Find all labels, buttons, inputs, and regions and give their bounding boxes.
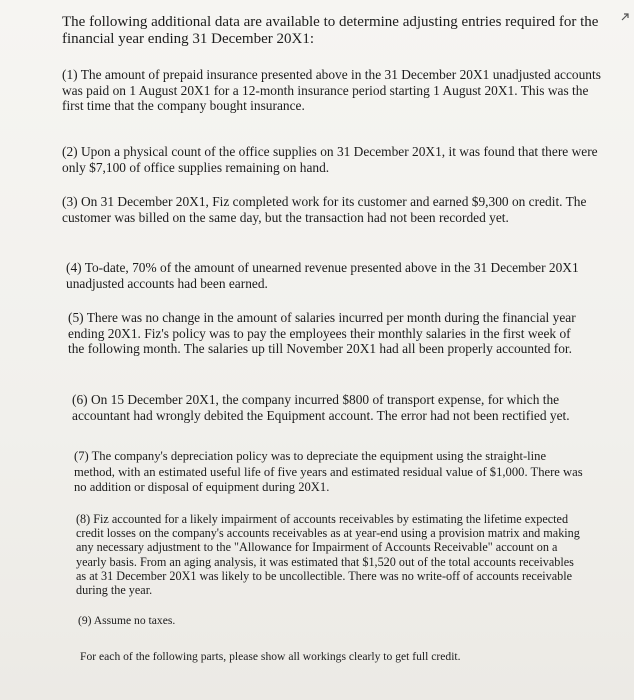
item-8-impairment: (8) Fiz accounted for a likely impairment of accounts receivables by estimating the lifetime expected credit losses on the company's accounts receivables as at year-end using a provision matrix and making any necessary adjustment to the "Allowance for Impairment of Accounts Receivable" account on a yearly basis. From an aging analysis, it was estimated that $1,520 out of the total accounts receivables as at 31 December 20X1 was likely to be uncollectible. There was no write-off of accounts receivable during the year. bbox=[76, 512, 580, 598]
item-6-transport-error: (6) On 15 December 20X1, the company incurred $800 of transport expense, for which the accountant had wrongly debited the Equipment account. The error had not been rectified yet. bbox=[72, 392, 570, 423]
item-7-depreciation: (7) The company's depreciation policy was to depreciate the equipment using the straight-line method, with an estimated useful life of five years and estimated residual value of $1,000. There was no addition or disposal of equipment during 20X1. bbox=[74, 449, 583, 494]
instructions-footer: For each of the following parts, please show all workings clearly to get full credit. bbox=[80, 650, 461, 663]
item-2-office-supplies: (2) Upon a physical count of the office supplies on 31 December 20X1, it was found that there were only $7,100 of office supplies remaining on hand. bbox=[62, 144, 598, 175]
item-3-unrecorded-revenue: (3) On 31 December 20X1, Fiz completed work for its customer and earned $9,300 on credit. The customer was billed on the same day, but the transaction had not been recorded yet. bbox=[62, 194, 587, 225]
corner-scroll-icon[interactable] bbox=[620, 12, 630, 22]
item-5-salaries: (5) There was no change in the amount of salaries incurred per month during the financial year ending 20X1. Fiz's policy was to pay the employees their monthly salaries in the first week of the following month. The salaries up till November 20X1 had all been properly accounted for. bbox=[68, 310, 576, 356]
item-1-prepaid-insurance: (1) The amount of prepaid insurance presented above in the 31 December 20X1 unadjusted accounts was paid on 1 August 20X1 for a 12-month insurance period starting 1 August 20X1. This was the first time that the company bought insurance. bbox=[62, 67, 601, 113]
item-4-unearned-revenue: (4) To-date, 70% of the amount of unearned revenue presented above in the 31 December 20X1 unadjusted accounts had been earned. bbox=[66, 260, 579, 291]
intro-text: The following additional data are available to determine adjusting entries required for the financial year ending 31 December 20X1: bbox=[62, 14, 599, 47]
item-9-taxes: (9) Assume no taxes. bbox=[78, 614, 176, 627]
